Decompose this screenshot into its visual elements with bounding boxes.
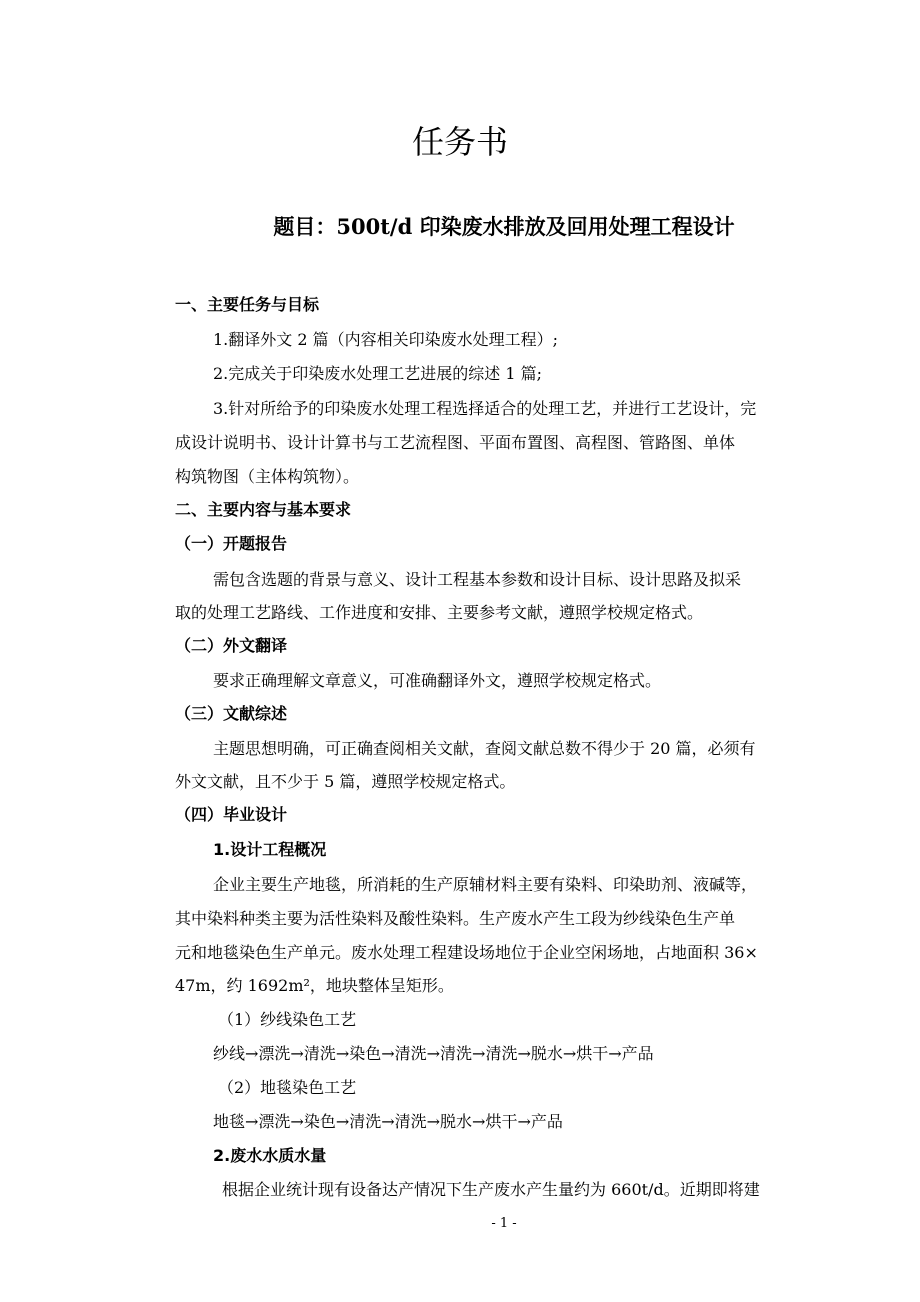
paragraph-line: 47m，约 1692m²，地块整体呈矩形。 xyxy=(175,976,454,995)
document-title: 任务书 xyxy=(411,123,508,161)
subsection-heading: （四）毕业设计 xyxy=(175,805,288,824)
item-heading: 1.设计工程概况 xyxy=(213,840,327,859)
paragraph-line: 成设计说明书、设计计算书与工艺流程图、平面布置图、高程图、管路图、单体 xyxy=(175,433,736,452)
document-subtitle: 题目：500t/d 印染废水排放及回用处理工程设计 xyxy=(273,214,735,239)
paragraph-line: 根据企业统计现有设备达产情况下生产废水产生量约为 660t/d。近期即将建 xyxy=(222,1180,760,1199)
paragraph-line: 其中染料种类主要为活性染料及酸性染料。生产废水产生工段为纱线染色生产单 xyxy=(175,909,736,928)
paragraph-line: 构筑物图（主体构筑物）。 xyxy=(175,467,360,486)
page-number: - 1 - xyxy=(491,1216,517,1231)
process-flow: 地毯→漂洗→染色→清洗→清洗→脱水→烘干→产品 xyxy=(213,1112,563,1131)
paragraph-line: 1.翻译外文 2 篇（内容相关印染废水处理工程）; xyxy=(213,330,559,349)
paragraph-line: 主题思想明确，可正确查阅相关文献，查阅文献总数不得少于 20 篇，必须有 xyxy=(213,739,756,758)
process-heading: （2）地毯染色工艺 xyxy=(218,1078,357,1097)
process-flow: 纱线→漂洗→清洗→染色→清洗→清洗→清洗→脱水→烘干→产品 xyxy=(213,1044,654,1063)
paragraph-line: 要求正确理解文章意义，可准确翻译外文，遵照学校规定格式。 xyxy=(213,671,662,690)
paragraph-line: 需包含选题的背景与意义、设计工程基本参数和设计目标、设计思路及拟采 xyxy=(213,570,742,589)
section-heading: 一、主要任务与目标 xyxy=(175,295,320,314)
process-heading: （1）纱线染色工艺 xyxy=(218,1010,357,1029)
paragraph-line: 2.完成关于印染废水处理工艺进展的综述 1 篇; xyxy=(213,364,543,383)
item-heading: 2.废水水质水量 xyxy=(213,1146,327,1165)
subsection-heading: （二）外文翻译 xyxy=(175,636,288,655)
paragraph-line: 企业主要生产地毯，所消耗的生产原辅材料主要有染料、印染助剂、液碱等， xyxy=(213,875,758,894)
subsection-heading: （三）文献综述 xyxy=(175,704,288,723)
paragraph-line: 外文文献，且不少于 5 篇，遵照学校规定格式。 xyxy=(175,772,516,791)
paragraph-line: 3.针对所给予的印染废水处理工程选择适合的处理工艺，并进行工艺设计，完 xyxy=(213,399,757,418)
paragraph-line: 取的处理工艺路线、工作进度和安排、主要参考文献，遵照学校规定格式。 xyxy=(175,603,704,622)
paragraph-line: 元和地毯染色生产单元。废水处理工程建设场地位于企业空闲场地，占地面积 36× xyxy=(175,943,758,962)
section-heading: 二、主要内容与基本要求 xyxy=(175,500,352,519)
subsection-heading: （一）开题报告 xyxy=(175,534,288,553)
